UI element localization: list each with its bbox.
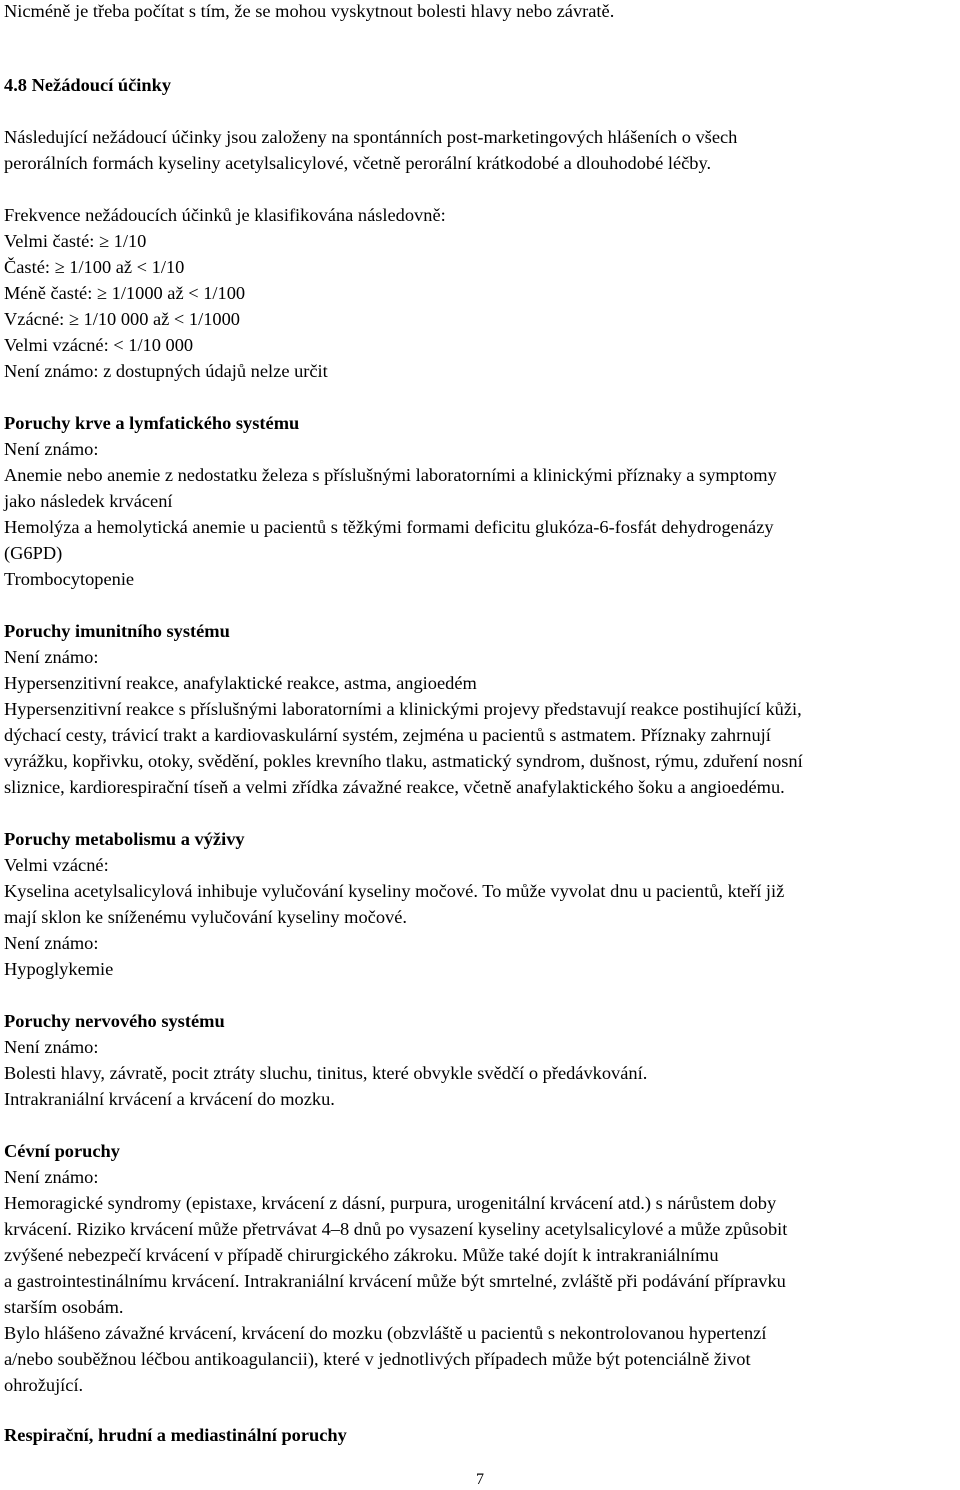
basis-text-line-1: Následující nežádoucí účinky jsou založeny na spontánních post-marketingových hlášeních o všech xyxy=(4,127,738,147)
nervous-frequency: Není známo: xyxy=(4,1037,99,1057)
immune-text-line-5: sliznice, kardiorespirační tíseň a velmi zřídka závažné reakce, včetně anafylaktického šoku a angioedému. xyxy=(4,777,785,797)
nervous-heading: Poruchy nervového systému xyxy=(4,1011,225,1031)
frequency-common: Časté: ≥ 1/100 až < 1/10 xyxy=(4,257,185,277)
metabolism-text-line-1: Kyselina acetylsalicylová inhibuje vylučování kyseliny močové. To může vyvolat dnu u pacientů, kteří již xyxy=(4,881,785,901)
vascular-text-line-7: a/nebo souběžnou léčbou antikoagulancii), které v jednotlivých případech může být potenciálně život xyxy=(4,1349,751,1369)
blood-text-line-1: Anemie nebo anemie z nedostatku železa s příslušnými laboratorními a klinickými příznaky a symptomy xyxy=(4,465,777,485)
section-heading: 4.8 Nežádoucí účinky xyxy=(4,75,172,95)
blood-heading: Poruchy krve a lymfatického systému xyxy=(4,413,300,433)
frequency-very-rare: Velmi vzácné: < 1/10 000 xyxy=(4,335,194,355)
immune-text-line-2: Hypersenzitivní reakce s příslušnými laboratorními a klinickými projevy představují reakce postihující kůži, xyxy=(4,699,802,719)
blood-text-line-3: Hemolýza a hemolytická anemie u pacientů s těžkými formami deficitu glukóza-6-fosfát dehydrogenázy xyxy=(4,517,774,537)
immune-text-line-3: dýchací cesty, trávicí trakt a kardiovaskulární systém, zejména u pacientů s astmatem. Příznaky zahrnují xyxy=(4,725,771,745)
vascular-text-line-1: Hemoragické syndromy (epistaxe, krvácení z dásní, purpura, urogenitální krvácení atd.) s nárůstem doby xyxy=(4,1193,777,1213)
metabolism-text-line-2: mají sklon ke sníženému vylučování kyseliny močové. xyxy=(4,907,407,927)
metabolism-text-line-3: Hypoglykemie xyxy=(4,959,114,979)
page-number: 7 xyxy=(476,1471,484,1488)
vascular-text-line-5: starším osobám. xyxy=(4,1297,124,1317)
vascular-text-line-3: zvýšené nebezpečí krvácení v případě chirurgického zákroku. Může také dojít k intrakraniálnímu xyxy=(4,1245,719,1265)
immune-text-line-1: Hypersenzitivní reakce, anafylaktické reakce, astma, angioedém xyxy=(4,673,477,693)
frequency-very-common: Velmi časté: ≥ 1/10 xyxy=(4,231,147,251)
immune-frequency: Není známo: xyxy=(4,647,99,667)
frequency-intro: Frekvence nežádoucích účinků je klasifikována následovně: xyxy=(4,205,446,225)
nervous-text-line-1: Bolesti hlavy, závratě, pocit ztráty sluchu, tinitus, které obvykle svědčí o předávkování. xyxy=(4,1063,648,1083)
vascular-text-line-4: a gastrointestinálnímu krvácení. Intrakraniální krvácení může být smrtelné, zvláště při podávání přípravku xyxy=(4,1271,786,1291)
vascular-text-line-8: ohrožující. xyxy=(4,1375,84,1395)
vascular-text-line-6: Bylo hlášeno závažné krvácení, krvácení do mozku (obzvláště u pacientů s nekontrolovanou hypertenzí xyxy=(4,1323,767,1343)
metabolism-heading: Poruchy metabolismu a výživy xyxy=(4,829,245,849)
vascular-frequency: Není známo: xyxy=(4,1167,99,1187)
nervous-text-line-2: Intrakraniální krvácení a krvácení do mozku. xyxy=(4,1089,335,1109)
blood-text-line-4: (G6PD) xyxy=(4,543,63,563)
immune-heading: Poruchy imunitního systému xyxy=(4,621,230,641)
blood-frequency: Není známo: xyxy=(4,439,99,459)
metabolism-frequency-not-known: Není známo: xyxy=(4,933,99,953)
frequency-uncommon: Méně časté: ≥ 1/1000 až < 1/100 xyxy=(4,283,246,303)
respiratory-heading: Respirační, hrudní a mediastinální poruchy xyxy=(4,1425,347,1445)
blood-text-line-5: Trombocytopenie xyxy=(4,569,135,589)
basis-text-line-2: perorálních formách kyseliny acetylsalicylové, včetně perorální krátkodobé a dlouhodobé léčby. xyxy=(4,153,712,173)
vascular-heading: Cévní poruchy xyxy=(4,1141,120,1161)
metabolism-frequency-very-rare: Velmi vzácné: xyxy=(4,855,109,875)
frequency-not-known: Není známo: z dostupných údajů nelze určit xyxy=(4,361,328,381)
frequency-rare: Vzácné: ≥ 1/10 000 až < 1/1000 xyxy=(4,309,240,329)
vascular-text-line-2: krvácení. Riziko krvácení může přetrvávat 4–8 dnů po vysazení kyseliny acetylsalicylové a může způsobit xyxy=(4,1219,788,1239)
blood-text-line-2: jako následek krvácení xyxy=(4,491,173,511)
immune-text-line-4: vyrážku, kopřivku, otoky, svědění, pokles krevního tlaku, astmatický syndrom, dušnost, rýmu, zduření nosní xyxy=(4,751,803,771)
intro-text: Nicméně je třeba počítat s tím, že se mohou vyskytnout bolesti hlavy nebo závratě. xyxy=(4,1,615,21)
